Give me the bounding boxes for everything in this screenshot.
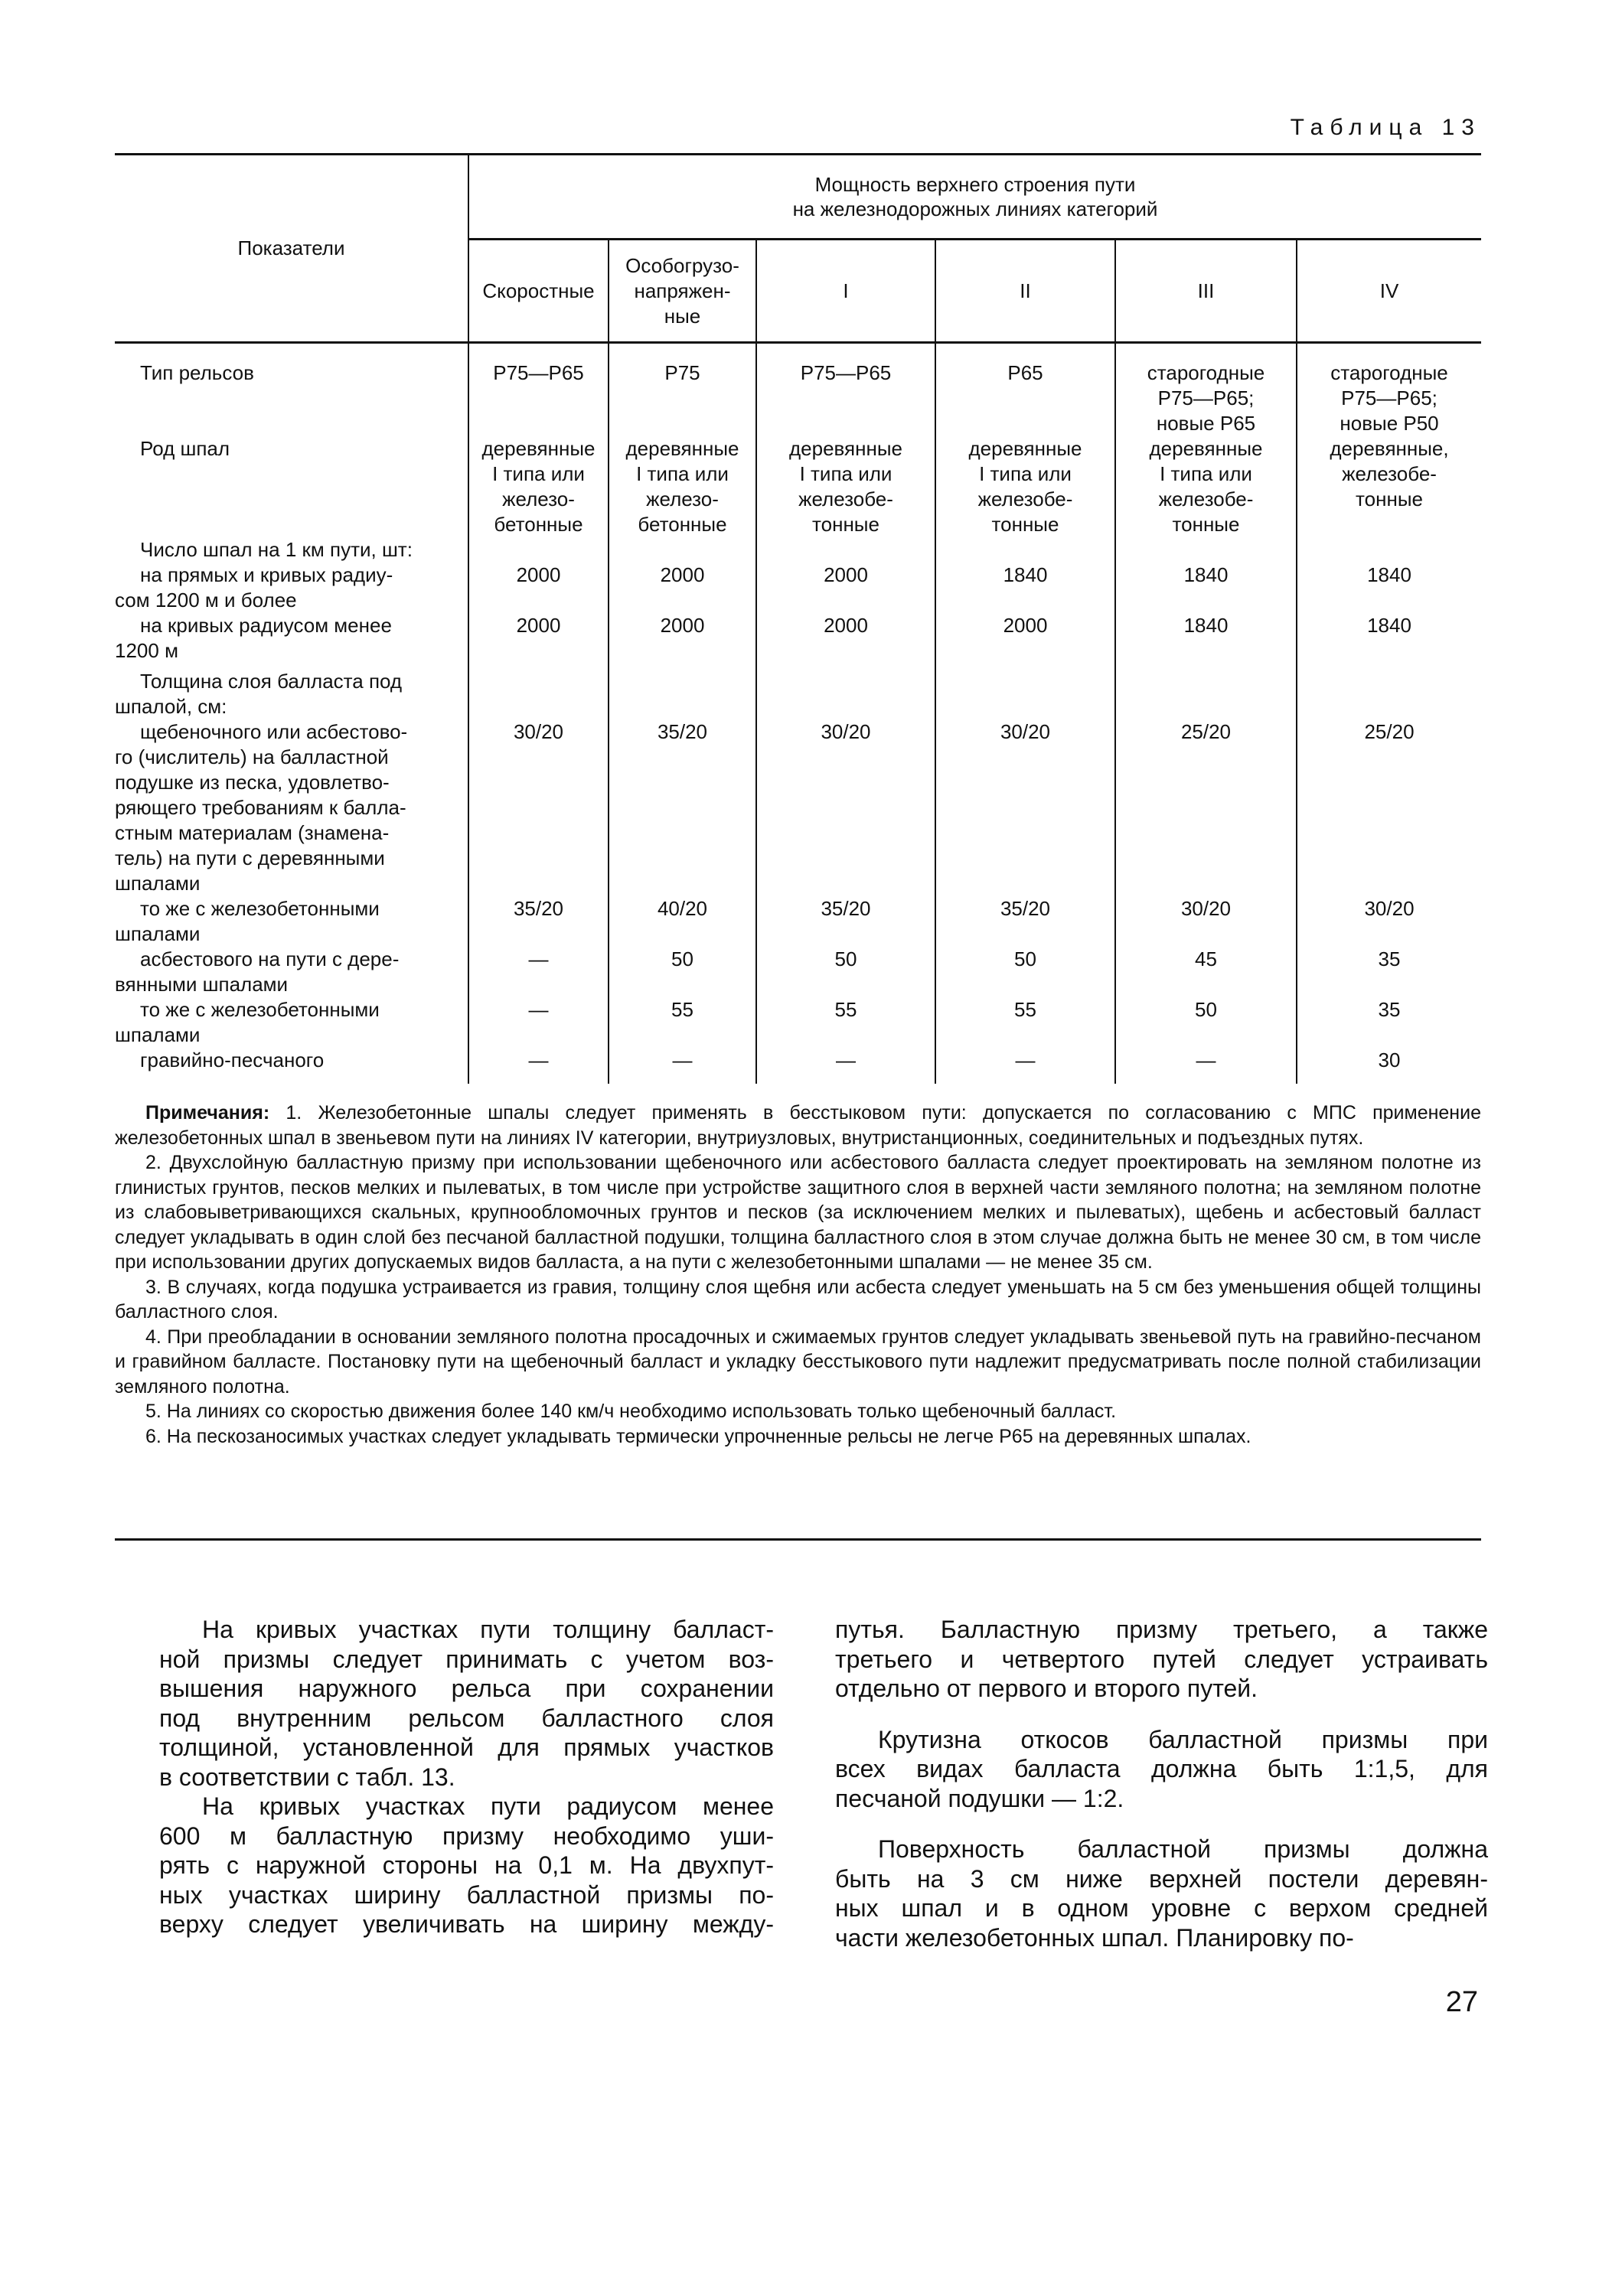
body-text-left-column <box>159 1615 774 1939</box>
row-label: щебеночного или асбестово- го (числитель) на балластной подушке из песка, удовлетво- ряющего требованиям к балла- стным материалам (знамена- тель) на пути с деревянными шпалами <box>115 720 408 895</box>
row-value: деревянные I типа или железо- бетонные <box>468 436 609 537</box>
row-value: 1840 <box>1297 613 1481 664</box>
header-category-4: II <box>935 240 1115 343</box>
row-value <box>609 664 756 719</box>
row-value <box>468 537 609 563</box>
row-value: 55 <box>756 997 935 1048</box>
note-item <box>115 1424 1481 1450</box>
note-item <box>115 1101 1481 1150</box>
note-text: 2. Двухслойную балластную призму при использовании щебеночного или асбестового балласта следует проектировать на земляном полотне из глинистых грунтов, песков мелких и пылеватых, в том числе при устройстве защитного слоя в верхней части земляного полотна; на земляном полотне из слабовыветривающихся скальных, крупнообломочных грунтов и песков (за исключением мелких и пылеватых), щебень и асбестовый балласт следует укладывать в один слой без песчаной балластной подушки, толщина балластного слоя в этом случае должна быть не менее 30 см, в том числе при использовании других допускаемых видов балласта, а на пути с железобетонными шпалами — не менее 35 см. <box>115 1152 1481 1273</box>
body-line: отдельно от первого и второго путей. <box>835 1675 1258 1702</box>
row-value: 35 <box>1297 997 1481 1048</box>
row-value: — <box>935 1048 1115 1084</box>
table-row <box>115 537 1481 563</box>
row-value: 50 <box>1115 997 1297 1048</box>
body-line: 600 м балластную призму необходимо уши- <box>159 1821 774 1850</box>
row-value: — <box>468 997 609 1048</box>
table-row <box>115 343 1481 437</box>
body-line: Поверхность балластной призмы должна <box>878 1835 1488 1863</box>
row-label: то же с железобетонными шпалами <box>115 998 380 1046</box>
header-category-3: I <box>756 240 935 343</box>
body-paragraph <box>835 1615 1488 1704</box>
row-value: — <box>468 947 609 997</box>
row-value <box>756 537 935 563</box>
note-text: 3. В случаях, когда подушка устраивается из гравия, толщину слоя щебня или асбеста следует уменьшать на 5 см без уменьшения общей толщины балластного слоя. <box>115 1276 1481 1322</box>
row-value <box>1115 664 1297 719</box>
notes-heading: Примечания: <box>145 1102 270 1124</box>
notes-bottom-rule <box>115 1538 1481 1541</box>
row-value: — <box>1115 1048 1297 1084</box>
row-value: 30/20 <box>468 719 609 896</box>
body-line: верху следует увеличивать на ширину между- <box>159 1910 774 1938</box>
row-value: 35 <box>1297 947 1481 997</box>
body-line: под внутренним рельсом балластного слоя <box>159 1704 774 1732</box>
row-value: 50 <box>609 947 756 997</box>
row-value: Р65 <box>935 343 1115 437</box>
body-line: ной призмы следует принимать с учетом воз- <box>159 1645 774 1673</box>
body-line: песчаной подушки — 1:2. <box>835 1784 1124 1812</box>
row-label: гравийно-песчаного <box>140 1049 325 1071</box>
row-value: деревянные I типа или железобе- тонные <box>935 436 1115 537</box>
table-row <box>115 664 1481 719</box>
note-item <box>115 1399 1481 1424</box>
row-value <box>935 664 1115 719</box>
row-label: Род шпал <box>140 437 230 460</box>
row-value: 55 <box>609 997 756 1048</box>
table-row <box>115 896 1481 947</box>
row-value: деревянные, железобе- тонные <box>1297 436 1481 537</box>
note-text: 1. Железобетонные шпалы следует применять в бесстыковом пути: допускается по согласованию с МПС применение железобетонных шпал в звеньевом пути на линиях IV категории, внутриузловых, внутристанционных, соединительных и подъездных путях. <box>115 1102 1481 1149</box>
row-value: 45 <box>1115 947 1297 997</box>
row-value: 25/20 <box>1115 719 1297 896</box>
row-label: Тип рельсов <box>140 361 254 384</box>
row-value: Р75 <box>609 343 756 437</box>
row-value <box>468 664 609 719</box>
table-row <box>115 436 1481 537</box>
row-value: 2000 <box>609 613 756 664</box>
note-item <box>115 1275 1481 1325</box>
row-value: 30/20 <box>756 719 935 896</box>
row-value: 35/20 <box>468 896 609 947</box>
note-text: 6. На пескозаносимых участках следует укладывать термически упрочненные рельсы не легче Р65 на деревянных шпалах. <box>145 1425 1251 1447</box>
row-value: 50 <box>935 947 1115 997</box>
body-line: ных шпал и в одном уровне с верхом средней <box>835 1894 1488 1922</box>
table-caption: Таблица 13 <box>1290 115 1481 140</box>
row-value: 1840 <box>1115 613 1297 664</box>
note-item <box>115 1150 1481 1275</box>
row-label: на кривых радиусом менее 1200 м <box>115 614 392 662</box>
body-line: третьего и четвертого путей следует устраивать <box>835 1645 1488 1673</box>
header-category-1: Скоростные <box>468 240 609 343</box>
row-value: 30/20 <box>935 719 1115 896</box>
row-value: старогодные Р75—Р65; новые Р65 <box>1115 343 1297 437</box>
row-value: 2000 <box>468 613 609 664</box>
row-value: 2000 <box>609 563 756 613</box>
body-paragraph <box>159 1615 774 1792</box>
row-value: 1840 <box>1115 563 1297 613</box>
table-row <box>115 997 1481 1048</box>
header-category-2: Особогрузо- напряжен- ные <box>609 240 756 343</box>
body-line: На кривых участках пути радиусом менее <box>202 1792 774 1820</box>
note-text: 4. При преобладании в основании земляного полотна просадочных и сжимаемых грунтов следует укладывать звеньевой путь на гравийно-песчаном и гравийном балласте. Постановку пути на щебеночный балласт и укладку бесстыкового пути надлежит предусматривать после полной стабилизации земляного полотна. <box>115 1326 1481 1397</box>
table-notes <box>115 1101 1481 1449</box>
body-paragraph <box>835 1835 1488 1952</box>
body-line: Крутизна откосов балластной призмы при <box>878 1725 1488 1753</box>
row-label: Толщина слоя балласта под шпалой, см: <box>115 670 403 718</box>
row-value: 55 <box>935 997 1115 1048</box>
row-value: 1840 <box>1297 563 1481 613</box>
row-value: 30/20 <box>1297 896 1481 947</box>
row-value: деревянные I типа или железобе- тонные <box>756 436 935 537</box>
table-row <box>115 947 1481 997</box>
row-value: 30 <box>1297 1048 1481 1084</box>
row-value <box>1297 537 1481 563</box>
header-indicators: Показатели <box>237 236 345 259</box>
header-group-title: Мощность верхнего строения пути на железнодорожных линиях категорий <box>468 155 1481 240</box>
row-value: — <box>756 1048 935 1084</box>
row-value <box>1297 664 1481 719</box>
row-value: 35/20 <box>935 896 1115 947</box>
row-value <box>609 537 756 563</box>
table-row <box>115 613 1481 664</box>
body-line: в соответствии с табл. 13. <box>159 1763 455 1791</box>
body-line: На кривых участках пути толщину балласт- <box>202 1616 774 1643</box>
row-label: асбестового на пути с дере- вянными шпалами <box>115 947 400 996</box>
row-value: 2000 <box>756 613 935 664</box>
table-row <box>115 1048 1481 1084</box>
ballast-table <box>115 155 1481 1084</box>
row-value <box>935 537 1115 563</box>
body-line: быть на 3 см ниже верхней постели деревян- <box>835 1864 1488 1893</box>
note-text: 5. На линиях со скоростью движения более 140 км/ч необходимо использовать только щебеночный балласт. <box>145 1401 1117 1422</box>
header-category-6: IV <box>1297 240 1481 343</box>
row-value: — <box>609 1048 756 1084</box>
row-value: 2000 <box>756 563 935 613</box>
row-label: Число шпал на 1 км пути, шт: <box>140 538 413 561</box>
body-line: толщиной, установленной для прямых участков <box>159 1733 774 1761</box>
row-value: 35/20 <box>756 896 935 947</box>
body-line: всех видах балласта должна быть 1:1,5, для <box>835 1755 1488 1782</box>
body-line: вышения наружного рельса при сохранении <box>159 1675 774 1702</box>
row-value: 40/20 <box>609 896 756 947</box>
body-paragraph <box>835 1725 1488 1814</box>
row-value: 2000 <box>468 563 609 613</box>
body-line: путья. Балластную призму третьего, а также <box>835 1616 1488 1643</box>
row-value: деревянные I типа или железо- бетонные <box>609 436 756 537</box>
row-label: на прямых и кривых радиу- сом 1200 м и более <box>115 563 393 612</box>
body-paragraph <box>159 1792 774 1939</box>
body-line: ных участках ширину балластной призмы по- <box>159 1880 774 1909</box>
row-value: Р75—Р65 <box>756 343 935 437</box>
row-value <box>1115 537 1297 563</box>
body-line: рять с наружной стороны на 0,1 м. На двухпут- <box>159 1851 774 1879</box>
row-value: 25/20 <box>1297 719 1481 896</box>
row-value: 35/20 <box>609 719 756 896</box>
body-text-right-column <box>835 1615 1488 1952</box>
note-item <box>115 1325 1481 1400</box>
row-value <box>756 664 935 719</box>
row-value: 30/20 <box>1115 896 1297 947</box>
row-value: старогодные Р75—Р65; новые Р50 <box>1297 343 1481 437</box>
page-number: 27 <box>1445 1986 1478 2018</box>
row-value: деревянные I типа или железобе- тонные <box>1115 436 1297 537</box>
row-value: 50 <box>756 947 935 997</box>
row-value: 2000 <box>935 613 1115 664</box>
table-row <box>115 563 1481 613</box>
header-category-5: III <box>1115 240 1297 343</box>
table-row <box>115 719 1481 896</box>
row-value: 1840 <box>935 563 1115 613</box>
row-label: то же с железобетонными шпалами <box>115 897 380 945</box>
table-body <box>115 343 1481 1084</box>
row-value: — <box>468 1048 609 1084</box>
row-value: Р75—Р65 <box>468 343 609 437</box>
body-line: части железобетонных шпал. Планировку по- <box>835 1923 1354 1952</box>
